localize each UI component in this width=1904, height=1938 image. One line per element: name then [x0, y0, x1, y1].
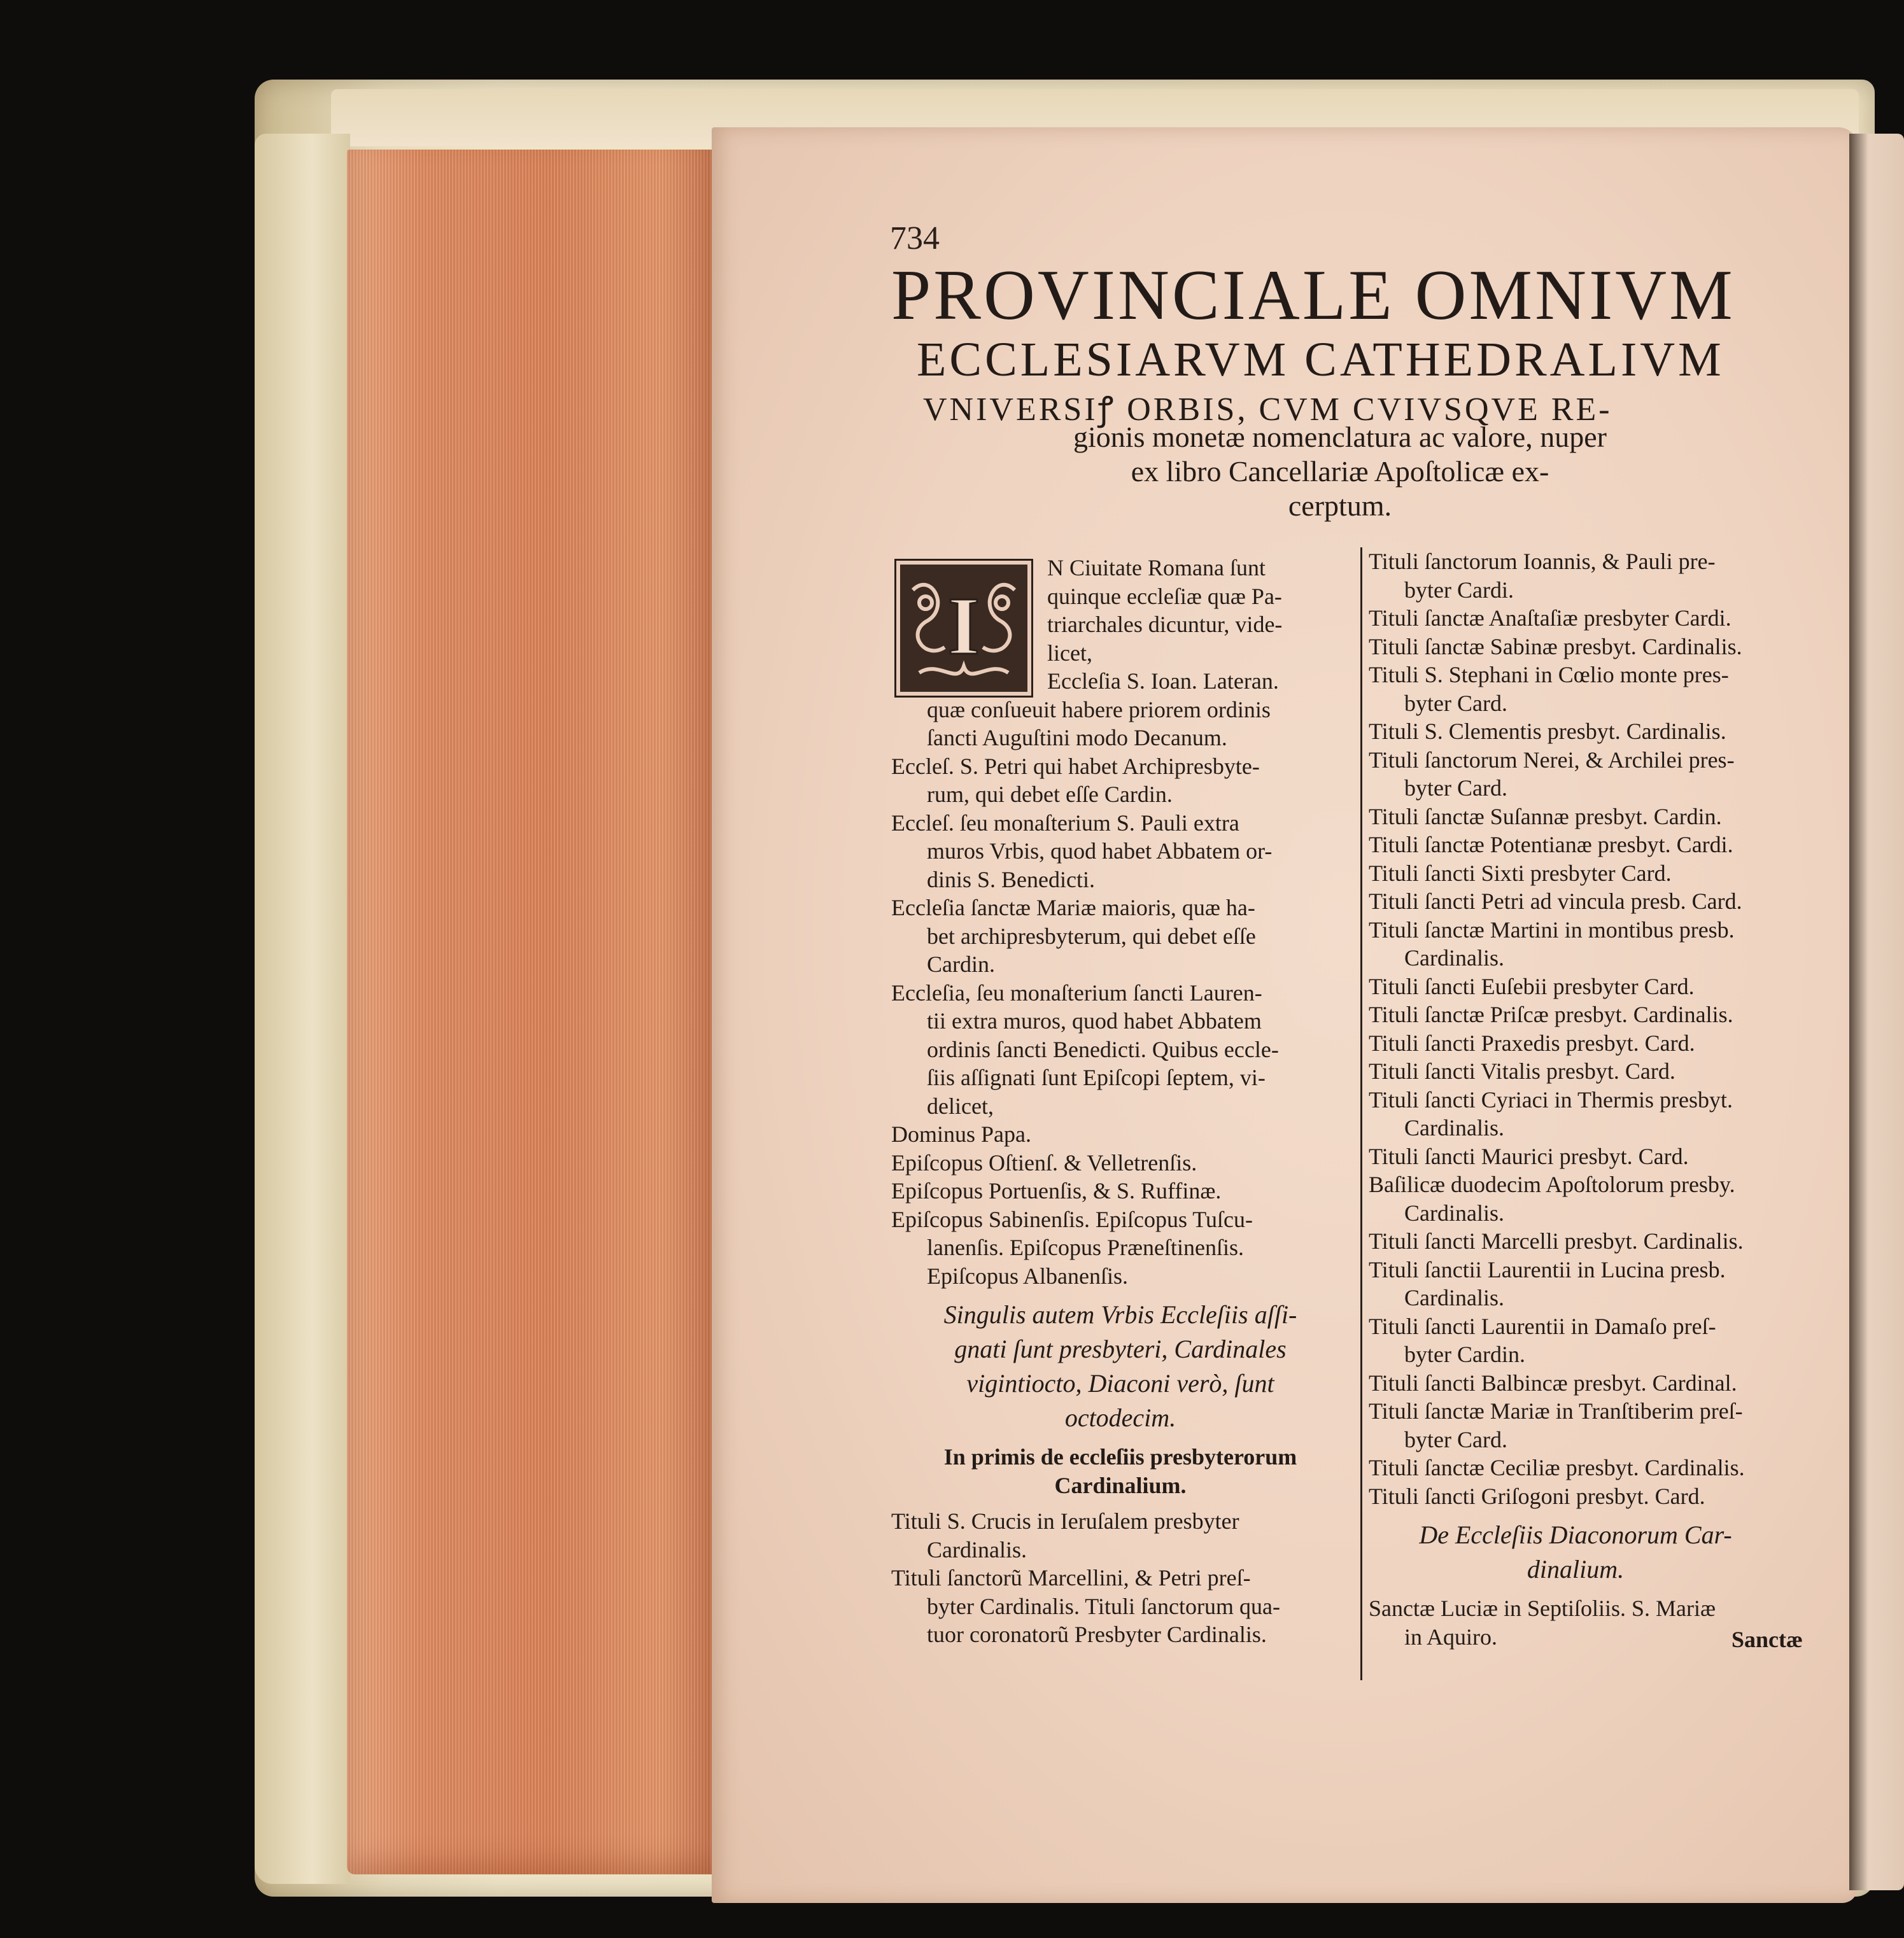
text-line: Tituli ſanctæ Priſcæ presbyt. Cardinalis. — [1369, 1002, 1733, 1027]
text-line: quæ conſueuit habere priorem ordinis — [927, 696, 1271, 722]
text-line: ordinis ſancti Benedicti. Quibus eccle- — [927, 1036, 1279, 1062]
text-line: Eccleſia, ſeu monaſterium ſancti Lauren- — [891, 980, 1262, 1006]
red-page-edges — [347, 150, 716, 1874]
text-line: byter Cardin. — [1404, 1342, 1525, 1367]
binding-spine-flap — [255, 134, 350, 1884]
text-line: Tituli S. Clementis presbyt. Cardinalis. — [1369, 719, 1726, 744]
text-line: Tituli ſancti Petri ad vincula presb. Card. — [1369, 888, 1742, 914]
text-line: Tituli ſanctæ Mariæ in Tranſtiberim preſ- — [1369, 1398, 1743, 1424]
text-line: byter Cardi. — [1404, 577, 1514, 603]
text-line: byter Cardinalis. Tituli ſanctorum qua- — [927, 1593, 1280, 1619]
text-line: Cardinalis. — [927, 1536, 1027, 1562]
text-line: In primis de eccleſiis presbyterorum — [943, 1444, 1297, 1470]
catchword: Sanctæ — [1731, 1627, 1803, 1652]
text-line: Epiſcopus Oſtienſ. & Velletrenſis. — [891, 1149, 1197, 1176]
text-line: Tituli ſancti Vitalis presbyt. Card. — [1369, 1058, 1675, 1084]
text-line: rum, qui debet eſſe Cardin. — [927, 782, 1173, 807]
text-line: Tituli ſancti Maurici presbyt. Card. — [1369, 1143, 1689, 1169]
text-line: Tituli ſancti Griſogoni presbyt. Card. — [1369, 1483, 1705, 1509]
text-line: Tituli S. Stephani in Cœlio monte pres- — [1369, 662, 1729, 687]
text-line: Cardinalis. — [1404, 1285, 1504, 1310]
text-line: Tituli ſancti Cyriaci in Thermis presbyt. — [1369, 1086, 1733, 1113]
text-line: Cardinalis. — [1404, 1115, 1504, 1141]
column-divider — [1360, 547, 1362, 1680]
title-intro — [1012, 420, 1668, 523]
facing-page-edge — [1849, 134, 1904, 1890]
intro-line: gionis monetæ nomenclatura ac valore, nuper — [1073, 421, 1607, 453]
text-line: Tituli ſanctæ Ceciliæ presbyt. Cardinalis. — [1369, 1455, 1745, 1480]
text-line: octodecim. — [1064, 1403, 1176, 1432]
page-title: PROVINCIALE OMNIVM — [891, 256, 1735, 335]
text-line: muros Vrbis, quod habet Abbatem or- — [927, 838, 1273, 864]
text-line: tuor coronatorũ Presbyter Cardinalis. — [927, 1622, 1267, 1647]
text-line: dinis S. Benedicti. — [927, 866, 1095, 892]
text-line: De Eccleſiis Diaconorum Car- — [1419, 1520, 1732, 1549]
text-line: Tituli ſanctorum Ioannis, & Pauli pre- — [1369, 549, 1716, 574]
page-number: 734 — [890, 220, 940, 256]
text-line: Tituli ſanctorum Nerei, & Archilei pres- — [1369, 747, 1735, 773]
svg-text:I: I — [947, 580, 980, 672]
text-line: Epiſcopus Albanenſis. — [927, 1263, 1128, 1289]
text-line: Epiſcopus Sabinenſis. Epiſcopus Tuſcu- — [891, 1206, 1253, 1232]
text-line: Cardin. — [927, 951, 995, 977]
text-line: vigintiocto, Diaconi verò, ſunt — [966, 1369, 1274, 1398]
text-line: Eccleſ. S. Petri qui habet Archipresbyte- — [891, 753, 1260, 779]
text-line: Sanctæ Luciæ in Septiſoliis. S. Mariæ — [1369, 1596, 1716, 1621]
text-line: Cardinalis. — [1404, 1200, 1504, 1226]
text-line: Tituli ſancti Praxedis presbyt. Card. — [1369, 1030, 1695, 1056]
text-line: Dominus Papa. — [891, 1121, 1031, 1147]
text-line: Tituli ſanctæ Sabinæ presbyt. Cardinalis. — [1369, 633, 1742, 659]
text-line: licet, — [1047, 640, 1092, 666]
text-line: Tituli ſanctæ Suſannæ presbyt. Cardin. — [1369, 803, 1722, 829]
text-line: triarchales dicuntur, vide- — [1047, 612, 1283, 637]
text-line: Tituli S. Crucis in Ieruſalem presbyter — [891, 1508, 1239, 1534]
text-line: Cardinalis. — [1404, 945, 1504, 971]
intro-line: cerptum. — [1288, 489, 1392, 522]
text-line: Singulis autem Vrbis Eccleſiis aſſi- — [943, 1300, 1297, 1329]
text-line: in Aquiro. — [1404, 1624, 1498, 1650]
text-line: lanenſis. Epiſcopus Præneſtinenſis. — [927, 1235, 1244, 1260]
text-line: Eccleſia ſanctæ Mariæ maioris, quæ ha- — [891, 895, 1255, 920]
page-subtitle: ECCLESIARVM CATHEDRALIVM — [917, 333, 1724, 386]
text-line: delicet, — [927, 1093, 994, 1119]
text-line: Tituli ſanctii Laurentii in Lucina presb. — [1369, 1256, 1726, 1282]
page-subtitle-line2: VNIVERSIꝭ ORBIS, CVM CVIVSQVE RE- — [923, 391, 1612, 428]
right-text-column — [1369, 547, 1782, 1651]
text-line: Tituli ſancti Sixti presbyter Card. — [1369, 860, 1672, 886]
text-line: byter Card. — [1404, 1426, 1507, 1452]
text-line: Tituli ſanctæ Martini in montibus presb. — [1369, 916, 1735, 943]
text-line: Tituli ſancti Euſebii presbyter Card. — [1369, 973, 1695, 999]
text-line: Tituli ſanctorũ Marcellini, & Petri preſ- — [891, 1565, 1251, 1590]
left-text-column — [891, 554, 1350, 1649]
text-line: gnati ſunt presbyteri, Cardinales — [954, 1335, 1287, 1363]
text-line: byter Card. — [1404, 690, 1507, 716]
text-line: Tituli ſanctæ Potentianæ presbyt. Cardi. — [1369, 832, 1733, 857]
text-line: Epiſcopus Portuenſis, & S. Ruffinæ. — [891, 1178, 1222, 1204]
text-line: Eccleſia S. Ioan. Lateran. — [1047, 668, 1279, 694]
text-line: ſancti Auguſtini modo Decanum. — [927, 725, 1227, 750]
text-line: tii extra muros, quod habet Abbatem — [927, 1008, 1262, 1034]
text-line: bet archipresbyterum, qui debet eſſe — [927, 923, 1256, 949]
text-line: Cardinalium. — [1054, 1472, 1187, 1498]
text-line: Tituli ſancti Marcelli presbyt. Cardinalis. — [1369, 1228, 1744, 1254]
text-line: Tituli ſancti Laurentii in Damaſo preſ- — [1369, 1313, 1716, 1339]
text-line: Baſilicæ duodecim Apoſtolorum presby. — [1369, 1172, 1735, 1197]
text-line: Eccleſ. ſeu monaſterium S. Pauli extra — [891, 810, 1239, 836]
text-line: Tituli ſancti Balbincæ presbyt. Cardinal. — [1369, 1370, 1737, 1396]
text-line: ſiis aſſignati ſunt Epiſcopi ſeptem, vi- — [927, 1065, 1266, 1090]
text-line: dinalium. — [1527, 1555, 1625, 1583]
intro-line: ex libro Cancellariæ Apoſtolicæ ex- — [1131, 455, 1549, 488]
text-line: N Ciuitate Romana ſunt — [1047, 555, 1266, 580]
text-line: quinque eccleſiæ quæ Pa- — [1047, 583, 1282, 609]
text-line: byter Card. — [1404, 775, 1507, 801]
text-line: Tituli ſanctæ Anaſtaſiæ presbyter Cardi. — [1369, 605, 1731, 631]
